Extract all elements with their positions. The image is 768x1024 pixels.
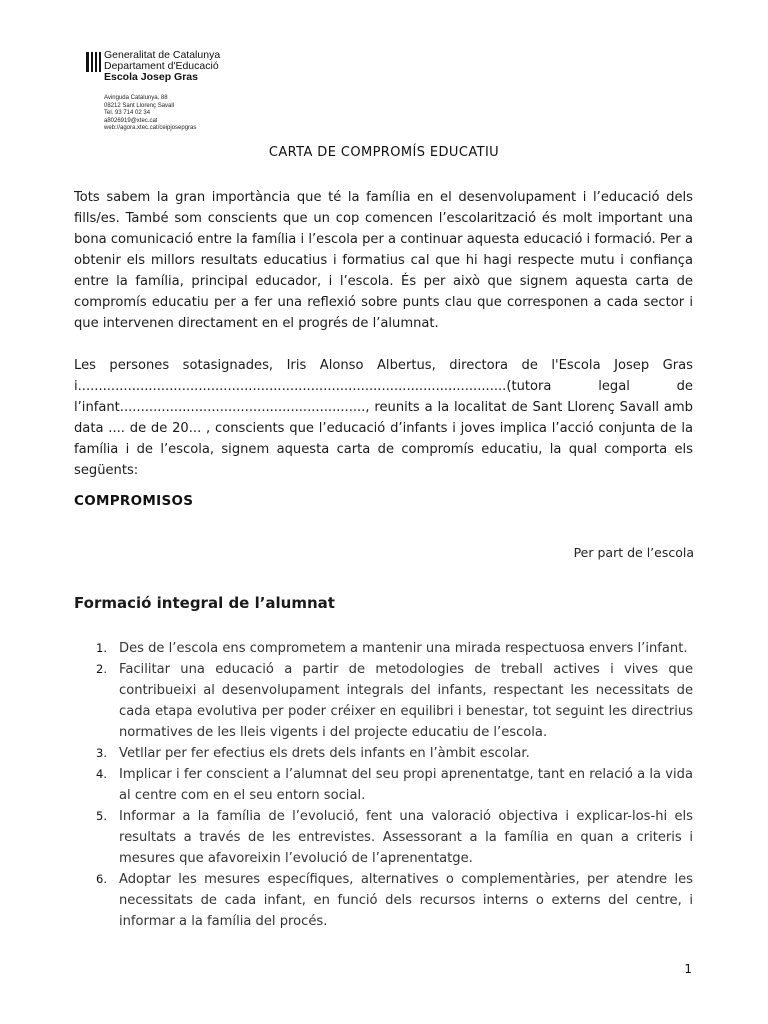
list-item <box>74 764 693 806</box>
address-street: Avinguda Catalunya, 88 <box>104 95 168 101</box>
address-web: web://agora.xtec.cat/ceipjosepgras <box>104 125 197 131</box>
list-item-number: 6. <box>96 872 107 886</box>
signatories-paragraph: Les persones sotasignades, Iris Alonso Albertus, directora de l'Escola Josep Gras i.......................................................................................................(tutora legal de l’infant..........................................................., reunits a la localitat de Sant Llorenç Savall amb data .... de de 20... , conscients que l’educació d’infants i joves implica l’acció conjunta de la família i de l’escola, signem aquesta carta de compromís educatiu, la qual comporta els següents: <box>74 358 693 478</box>
organization-name <box>104 50 220 83</box>
list-item-number: 3. <box>96 746 107 760</box>
list-item <box>74 806 693 869</box>
generalitat-logo-icon <box>86 52 101 72</box>
list-item <box>74 638 693 659</box>
address-city: 08212 Sant Llorenç Savall <box>104 102 175 109</box>
address-phone: Tel. 93 714 02 34 <box>104 110 151 116</box>
list-item <box>74 869 693 932</box>
org-line-department: Departament d'Educació <box>104 60 219 72</box>
section-title-commitments: COMPROMISOS <box>74 493 194 509</box>
subheading-integral-training: Formació integral de l’alumnat <box>74 594 335 612</box>
org-line-generalitat: Generalitat de Catalunya <box>104 49 221 61</box>
address-email: a8026919@xtec.cat <box>104 117 158 124</box>
page-number: 1 <box>684 962 692 976</box>
document-title: CARTA DE COMPROMÍS EDUCATIU <box>268 145 500 160</box>
list-item-number: 4. <box>96 767 107 781</box>
org-line-school: Escola Josep Gras <box>104 71 198 83</box>
list-item <box>74 659 693 743</box>
list-item-text: Implicar i fer conscient a l’alumnat del seu propi aprenentatge, tant en relació a la vida al centre com en el seu entorn social. <box>119 767 693 803</box>
list-item-text: Informar a la família de l’evolució, fent una valoració objectiva i explicar-los-hi els resultats a través de les entrevistes. Assessorant a la família en quan a criteris i mesures que afavoreixin l’evolució de l’aprenentatge. <box>119 809 693 866</box>
commitments-list <box>74 638 693 932</box>
list-item-text: Facilitar una educació a partir de metodologies de treball actives i vives que contribueixi al desenvolupament integrals del infants, respectant les necessitats de cada etapa evolutiva per poder créixer en equilibri i benestar, tot seguint les directrius normatives de les lleis vigents i del projecte educatiu de l’escola. <box>119 662 693 740</box>
intro-paragraph: Tots sabem la gran importància que té la família en el desenvolupament i l’educació dels fills/es. També som conscients que un cop comencen l’escolarització és molt important una bona comunicació entre la família i l’escola per a continuar aquesta educació i formació. Per a obtenir els millors resultats educatius i formatius cal que hi hagi respecte mutu i confiança entre la família, principal educador, i l’escola. És per això que signem aquesta carta de compromís educatiu per a fer una reflexió sobre punts clau que corresponen a cada sector i que intervenen directament en el progrés de l’alumnat. <box>74 190 693 331</box>
school-side-note: Per part de l’escola <box>573 545 694 560</box>
list-item-number: 2. <box>96 662 107 676</box>
list-item-text: Vetllar per fer efectius els drets dels infants en l’àmbit escolar. <box>119 746 530 761</box>
list-item-number: 1. <box>96 641 107 655</box>
list-item-text: Adoptar les mesures específiques, alternatives o complementàries, per atendre les necessitats de cada infant, en funció dels recursos interns o externs del centre, i informar a la família del procés. <box>119 872 693 929</box>
list-item-text: Des de l’escola ens comprometem a mantenir una mirada respectuosa envers l’infant. <box>119 641 688 656</box>
school-address <box>104 95 196 133</box>
list-item-number: 5. <box>96 809 107 823</box>
list-item <box>74 743 693 764</box>
